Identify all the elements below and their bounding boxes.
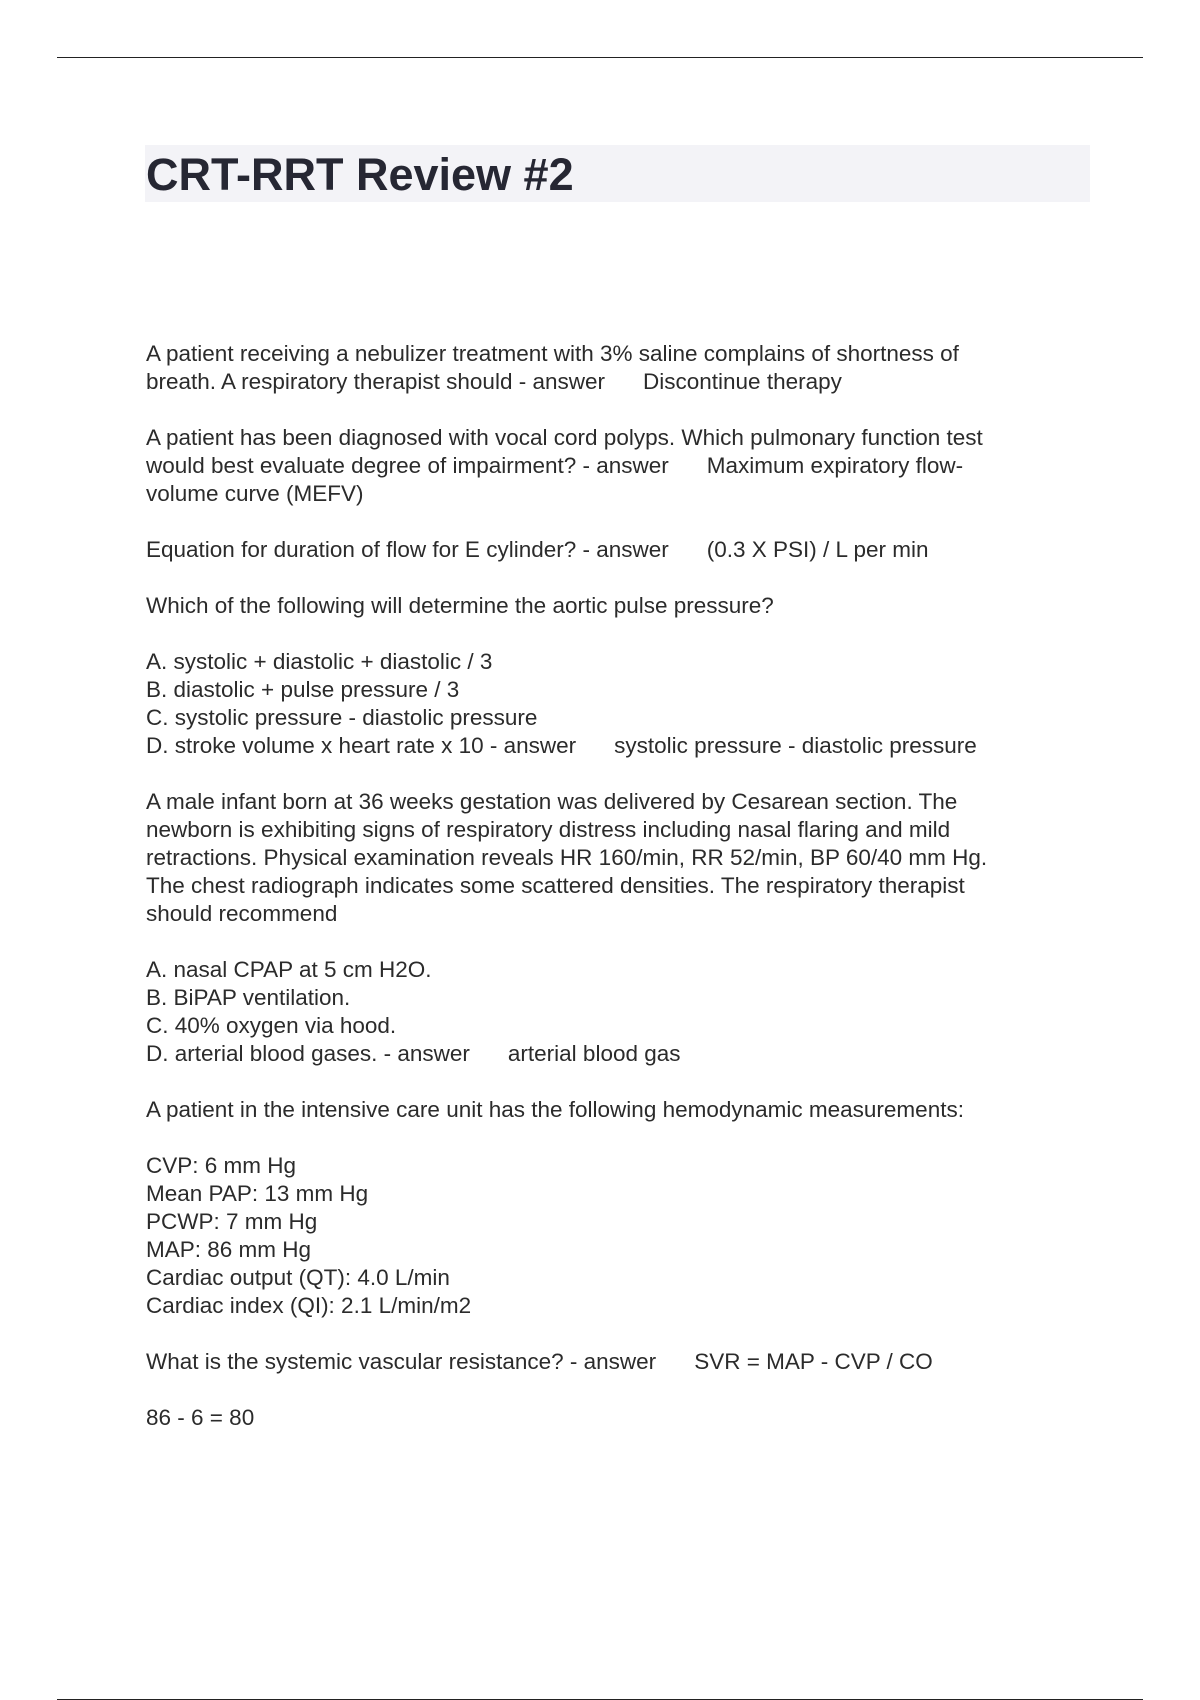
qa-item (146, 536, 1076, 564)
question-line: A patient receiving a nebulizer treatment with 3% saline complains of shortness of (146, 341, 959, 366)
question-line: newborn is exhibiting signs of respiratory distress including nasal flaring and mild (146, 817, 951, 842)
calculation-line: 86 - 6 = 80 (146, 1405, 255, 1430)
calculation (146, 1404, 1076, 1432)
question-line: breath. A respiratory therapist should - answer (146, 369, 605, 394)
answer-text: arterial blood gas (507, 1041, 681, 1066)
question-answer-line (146, 368, 1076, 396)
qa-item (146, 424, 1076, 508)
measurement-item: MAP: 86 mm Hg (146, 1237, 312, 1262)
question-line: Which of the following will determine the aortic pulse pressure? (146, 593, 774, 618)
question-answer-line (146, 1348, 1076, 1376)
option-answer-line (146, 1040, 1076, 1068)
measurement-item: PCWP: 7 mm Hg (146, 1209, 318, 1234)
qa-item (146, 592, 1076, 620)
option-answer-line (146, 732, 1076, 760)
option-item: B. diastolic + pulse pressure / 3 (146, 677, 460, 702)
option-item: C. 40% oxygen via hood. (146, 1013, 397, 1038)
answer-text: systolic pressure - diastolic pressure (614, 733, 977, 758)
option-item: D. stroke volume x heart rate x 10 - answer (146, 733, 577, 758)
answer-continuation: volume curve (MEFV) (146, 481, 364, 506)
qa-item (146, 1348, 1076, 1376)
option-item: D. arterial blood gases. - answer (146, 1041, 470, 1066)
measurement-item: Cardiac index (QI): 2.1 L/min/m2 (146, 1293, 472, 1318)
page-title: CRT-RRT Review #2 (146, 149, 574, 200)
option-list (146, 956, 1076, 1068)
question-line: A male infant born at 36 weeks gestation was delivered by Cesarean section. The (146, 789, 958, 814)
measurement-list (146, 1152, 1076, 1320)
question-line: Equation for duration of flow for E cylinder? - answer (146, 537, 669, 562)
option-list (146, 648, 1076, 760)
question-line: should recommend (146, 901, 338, 926)
measurement-item: Mean PAP: 13 mm Hg (146, 1181, 369, 1206)
question-answer-line (146, 452, 1076, 480)
answer-text: Maximum expiratory flow- (706, 453, 964, 478)
answer-text: SVR = MAP - CVP / CO (694, 1349, 933, 1374)
answer-text: (0.3 X PSI) / L per min (706, 537, 929, 562)
measurement-item: CVP: 6 mm Hg (146, 1153, 297, 1178)
question-line: A patient in the intensive care unit has the following hemodynamic measurements: (146, 1097, 964, 1122)
question-line: would best evaluate degree of impairment? - answer (146, 453, 669, 478)
qa-item (146, 788, 1076, 928)
option-item: A. systolic + diastolic + diastolic / 3 (146, 649, 493, 674)
question-line: What is the systemic vascular resistance? - answer (146, 1349, 657, 1374)
document-body (146, 340, 1076, 1460)
question-answer-line (146, 536, 1076, 564)
question-line: A patient has been diagnosed with vocal cord polyps. Which pulmonary function test (146, 425, 983, 450)
question-line: The chest radiograph indicates some scattered densities. The respiratory therapist (146, 873, 965, 898)
question-line: retractions. Physical examination reveals HR 160/min, RR 52/min, BP 60/40 mm Hg. (146, 845, 988, 870)
measurement-item: Cardiac output (QT): 4.0 L/min (146, 1265, 450, 1290)
option-item: C. systolic pressure - diastolic pressure (146, 705, 538, 730)
qa-item (146, 1096, 1076, 1124)
option-item: A. nasal CPAP at 5 cm H2O. (146, 957, 432, 982)
option-item: B. BiPAP ventilation. (146, 985, 351, 1010)
header-rule (57, 57, 1143, 58)
answer-text: Discontinue therapy (643, 369, 842, 394)
qa-item (146, 340, 1076, 396)
